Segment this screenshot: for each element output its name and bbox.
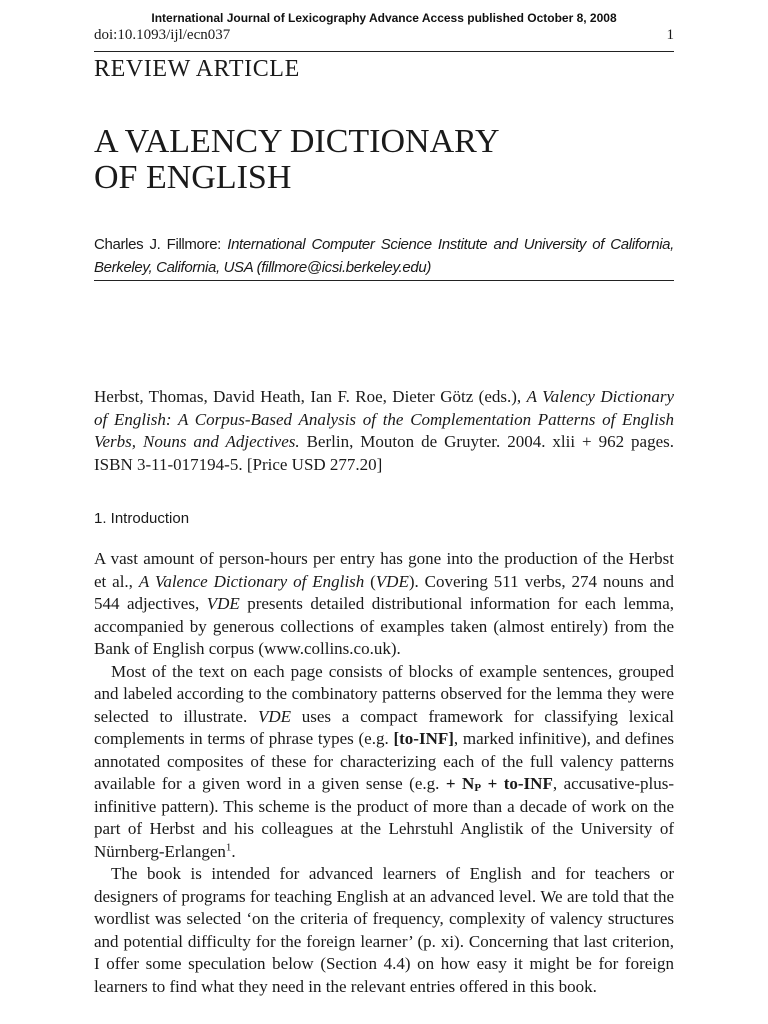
author-name: Charles J. Fillmore: <box>94 236 222 253</box>
author-affiliation: International Computer Science Institute and University of California, Berkeley, California, USA (fillmore@icsi.berkeley.edu) <box>94 236 674 276</box>
text-run: presents detailed distributional information for each lemma, accompanied by generous collections of examples taken (almost entirely) from the Bank of English corpus (www.collins.co.uk). <box>94 594 675 658</box>
title-line-1: A VALENCY DICTIONARY <box>94 123 500 160</box>
italic-abbr: VDE <box>206 594 240 613</box>
body-text <box>94 548 674 998</box>
italic-abbr: VDE <box>375 571 409 591</box>
article-title <box>94 124 500 196</box>
journal-banner: International Journal of Lexicography Advance Access published October 8, 2008 <box>151 11 617 25</box>
section-label: REVIEW ARTICLE <box>94 56 300 82</box>
text-run: . <box>231 841 236 861</box>
header-rule <box>94 51 674 52</box>
reference-book-title: A Valency Dictionary of English: A Corpus-Based Analysis of the Complementation Patterns of English Verbs, Nouns and Adjectives. <box>94 387 675 451</box>
paragraph <box>94 661 674 864</box>
section-heading: 1. Introduction <box>94 510 190 527</box>
pattern-code: [to-INF] <box>393 729 454 748</box>
paragraph: The book is intended for advanced learners of English and for teachers or designers of programs for teaching English at an advanced level. We are told that the wordlist was selected ‘on the criteria of frequency, complexity of valency structures and potential difficulty for the foreign learner’ (p. xi). Concerning that last criterion, I offer some speculation below (Section 4.4) on how easy it might be for foreign learners to find what they need in the relevant entries offered in this book. <box>94 864 674 996</box>
pattern-code-main: + N <box>445 774 475 793</box>
page-number: 1 <box>666 27 674 43</box>
italic-abbr: VDE <box>257 706 291 726</box>
footnote-marker[interactable]: 1 <box>225 840 232 853</box>
doi: doi:10.1093/ijl/ecn037 <box>94 27 231 43</box>
italic-title: A Valence Dictionary of English <box>138 571 365 591</box>
text-run: , marked infinitive), and defines annotated composites of these for characterizing each of the full valency patterns available for a given word in a given sense (e.g. <box>94 729 674 793</box>
reference-editors: Herbst, Thomas, David Heath, Ian F. Roe, Dieter Götz (eds.), <box>94 387 522 406</box>
text-run: uses a compact framework for classifying lexical complements in terms of phrase types (e.g. <box>94 706 675 748</box>
pattern-code-subscript: P <box>474 782 482 794</box>
title-line-2: OF ENGLISH <box>94 159 292 196</box>
text-run: ( <box>370 571 376 591</box>
reference-publication: Berlin, Mouton de Gruyter. 2004. xlii + 962 pages. ISBN 3-11-017194-5. [Price USD 277.20] <box>94 432 674 474</box>
paragraph <box>94 548 674 661</box>
text-run: A vast amount of person-hours per entry has gone into the production of the Herbst et al., <box>94 549 674 591</box>
author-rule <box>94 280 674 281</box>
text-run: Most of the text on each page consists of blocks of example sentences, grouped and labeled according to the combinatory patterns observed for the lemma they were selected to illustrate. <box>94 661 674 726</box>
author-block <box>94 233 674 279</box>
text-run: ). Covering 511 verbs, 274 nouns and 544 adjectives, <box>94 571 674 613</box>
text-run: , accusative-plus-infinitive pattern). This scheme is the product of more than a decade of work on the part of Herbst and his colleagues at the Lehrstuhl Anglistik of the University of Nürnberg-Erlangen <box>94 774 675 861</box>
pattern-code <box>446 774 553 793</box>
book-reference <box>94 386 674 476</box>
pattern-code-rest: + to-INF <box>487 774 553 793</box>
